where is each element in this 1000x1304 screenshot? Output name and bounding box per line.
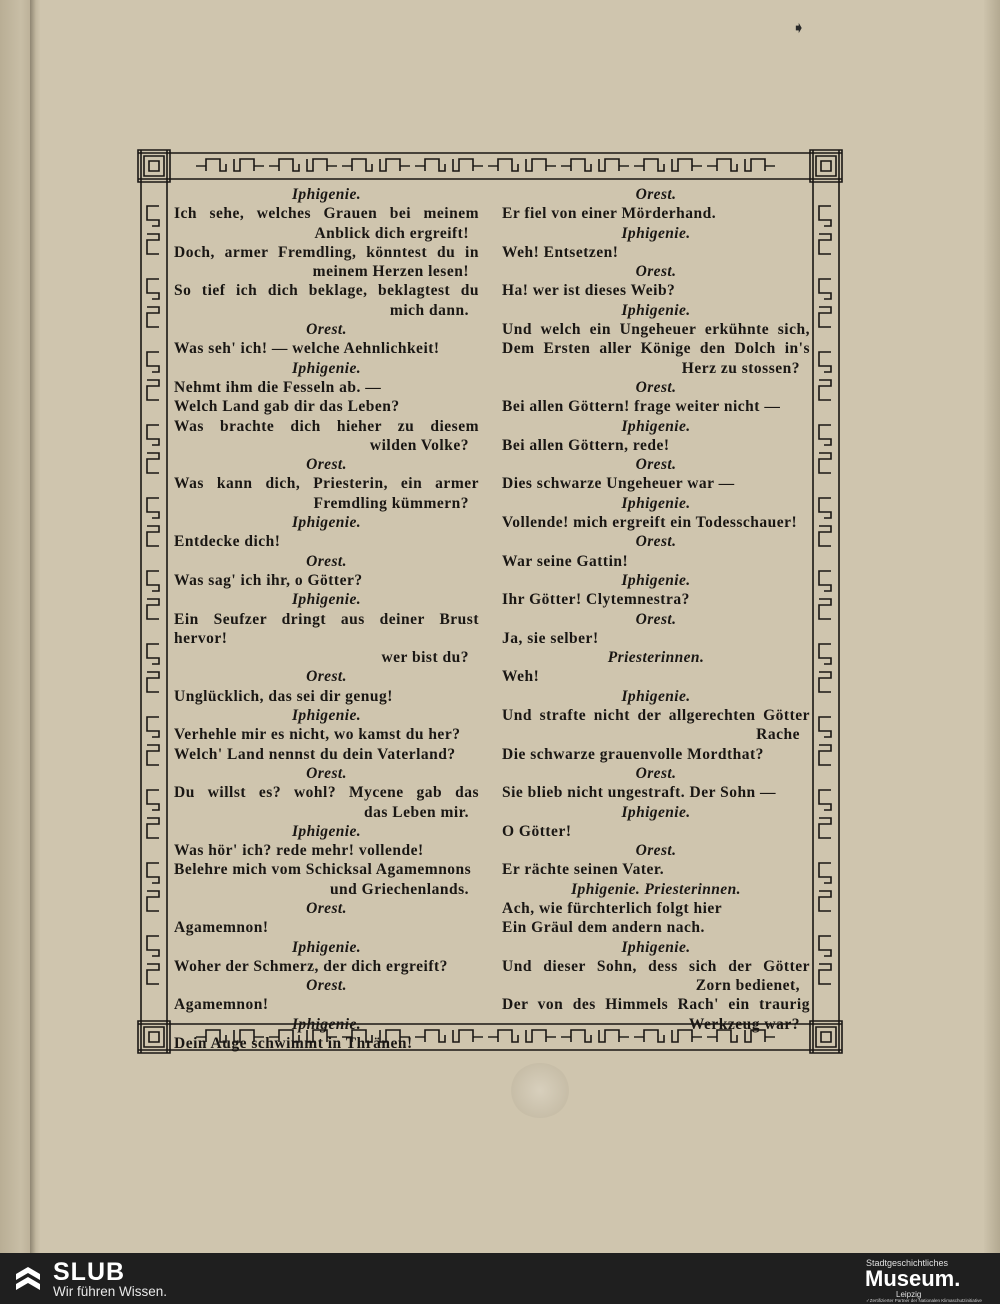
meander-motif: [717, 159, 765, 171]
verse-line: Und dieser Sohn, dess sich der Götter: [502, 957, 810, 975]
corner-ornament: [810, 1021, 842, 1053]
speaker-name: Orest.: [635, 378, 677, 396]
verse-line: Ein Gräul dem andern nach.: [502, 919, 705, 937]
verse-line: Zorn bedienet,: [695, 977, 800, 995]
verse-line: meinem Herzen lesen!: [312, 263, 469, 281]
meander-motif: [147, 717, 159, 765]
verse-line: mich dann.: [389, 301, 469, 319]
corner-ornament: [138, 1021, 170, 1053]
verse-line: Und strafte nicht der allgerechten Götter: [502, 707, 810, 725]
corner-ornament: [138, 150, 170, 182]
speaker-name: Iphigenie.: [621, 494, 691, 512]
speaker-name: Orest.: [635, 263, 677, 281]
speaker-name: Orest.: [306, 456, 347, 474]
verse-line: Woher der Schmerz, der dich ergreift?: [174, 957, 448, 975]
meander-motif: [147, 279, 159, 327]
meander-motif: [147, 936, 159, 984]
verse-line: Fremdling kümmern?: [313, 494, 469, 512]
verse-line: Du willst es? wohl? Mycene gab das: [174, 784, 479, 802]
corner-ornament: [810, 150, 842, 182]
verse-line: das Leben mir.: [363, 803, 469, 821]
speaker-name: Orest.: [635, 533, 677, 551]
meander-motif: [425, 159, 473, 171]
verse-line: Rache: [756, 726, 800, 744]
speaker-name: Iphigenie.: [291, 514, 362, 532]
speaker-name: Orest.: [306, 552, 347, 570]
meander-motif: [206, 159, 254, 171]
verse-line: Herz zu stossen?: [681, 359, 800, 377]
verse-line: Ha! wer ist dieses Weib?: [502, 282, 676, 300]
verse-line: Werkzeug war?: [688, 1015, 800, 1033]
verse-line: Dem Ersten aller Könige den Dolch in's: [502, 340, 810, 358]
verse-line: Ach, wie fürchterlich folgt hier: [502, 899, 723, 917]
speaker-name: Iphigenie.: [291, 707, 362, 725]
right-column: [502, 185, 810, 1034]
speaker-name: Iphigenie.: [621, 938, 691, 956]
dialogue-text-area: [162, 185, 838, 1053]
meander-motif: [571, 159, 619, 171]
speaker-name: Orest.: [635, 456, 677, 474]
speaker-name: Orest.: [635, 764, 677, 782]
speaker-name: Orest.: [635, 610, 677, 628]
speaker-name: Orest.: [635, 186, 677, 203]
verse-line: Dies schwarze Ungeheuer war —: [502, 475, 735, 493]
meander-motif: [147, 571, 159, 619]
verse-line: Ihr Götter! Clytemnestra?: [502, 591, 690, 609]
speaker-name: Iphigenie.: [291, 1015, 362, 1033]
verse-line: wer bist du?: [381, 649, 469, 667]
speaker-name: Iphigenie.: [291, 359, 362, 377]
speaker-name: Iphigenie.: [621, 224, 691, 242]
verse-line: Sie blieb nicht ungestraft. Der Sohn —: [502, 784, 777, 802]
verse-line: Belehre mich vom Schicksal Agamemnons: [174, 861, 472, 879]
verse-line: Was seh' ich! — welche Aehnlichkeit!: [174, 340, 440, 358]
verse-line: Dein Auge schwimmt in Thränen!: [174, 1035, 413, 1053]
speaker-name: Orest.: [306, 899, 347, 917]
verse-line: Vollende! mich ergreift ein Todesschauer!: [502, 514, 798, 532]
speaker-name: Orest.: [306, 668, 347, 686]
verse-line: Was hör' ich? rede mehr! vollende!: [174, 842, 424, 860]
verse-line: Doch, armer Fremdling, könntest du in: [174, 243, 479, 261]
verse-line: Weh! Entsetzen!: [502, 243, 619, 261]
verse-line: Was kann dich, Priesterin, ein armer: [174, 475, 479, 493]
verse-line: Anblick dich ergreift!: [314, 224, 469, 242]
verse-line: Weh!: [502, 668, 540, 686]
speaker-name: Iphigenie.: [621, 571, 691, 589]
verse-line: Er fiel von einer Mörderhand.: [502, 205, 717, 223]
verse-line: Welch' Land nennst du dein Vaterland?: [174, 745, 456, 763]
verse-line: Was brachte dich hieher zu diesem: [174, 417, 479, 435]
meander-motif: [147, 644, 159, 692]
verse-line: und Griechenlands.: [329, 880, 469, 898]
verse-line: Ja, sie selber!: [502, 629, 599, 647]
speaker-name: Iphigenie.: [291, 938, 362, 956]
verse-line: Ein Seufzer dringt aus deiner Brust hervor!: [174, 610, 479, 647]
meander-motif: [644, 159, 692, 171]
museum-logo-name[interactable]: Museum.: [865, 1266, 961, 1291]
speaker-name: Iphigenie.: [621, 687, 691, 705]
meander-motif: [147, 352, 159, 400]
speaker-name: Orest.: [306, 764, 347, 782]
museum-subtitle: Stadtgeschichtliches: [866, 1258, 949, 1268]
verse-line: Ich sehe, welches Grauen bei meinem: [174, 205, 479, 223]
meander-motif: [147, 863, 159, 911]
verse-line: Bei allen Göttern! frage weiter nicht —: [502, 398, 781, 416]
verse-line: Der von des Himmels Rach' ein traurig: [502, 996, 810, 1014]
verse-line: So tief ich dich beklage, beklagtest du: [174, 282, 479, 300]
slub-brand-name[interactable]: SLUB: [53, 1258, 126, 1286]
speaker-name: Orest.: [306, 321, 347, 339]
verse-line: Entdecke dich!: [174, 533, 281, 551]
slub-logo-icon[interactable]: [14, 1265, 42, 1295]
speaker-name: Iphigenie. Priesterinnen.: [571, 880, 741, 898]
verse-line: Nehmt ihm die Fesseln ab. —: [174, 378, 382, 396]
meander-motif: [279, 159, 327, 171]
verse-line: Und welch ein Ungeheuer erkühnte sich,: [502, 321, 810, 339]
verse-line: Welch Land gab dir das Leben?: [174, 398, 400, 416]
verse-line: Agamemnon!: [174, 919, 269, 937]
verse-line: Die schwarze grauenvolle Mordthat?: [502, 745, 764, 763]
meander-motif: [147, 425, 159, 473]
verse-line: wilden Volke?: [369, 436, 469, 454]
left-column: [174, 185, 479, 1053]
verse-line: Verhehle mir es nicht, wo kamst du her?: [174, 726, 461, 744]
verse-line: War seine Gattin!: [502, 552, 629, 570]
speaker-name: Iphigenie.: [291, 591, 362, 609]
slub-tagline: Wir führen Wissen.: [53, 1284, 168, 1299]
museum-city: Leipzig: [896, 1290, 922, 1299]
speaker-name: Iphigenie.: [621, 803, 691, 821]
verse-line: Agamemnon!: [174, 996, 269, 1014]
verse-line: Unglücklich, das sei dir genug!: [174, 687, 393, 705]
verse-line: Was sag' ich ihr, o Götter?: [174, 571, 363, 589]
meander-motif: [147, 206, 159, 254]
speaker-name: Iphigenie.: [621, 417, 691, 435]
corner-arrow-mark: ➧: [792, 18, 806, 37]
meander-motif: [498, 159, 546, 171]
speaker-name: Iphigenie.: [291, 186, 362, 203]
meander-motif: [352, 159, 400, 171]
viewer-footer-bar: [0, 1253, 1000, 1303]
speaker-name: Priesterinnen.: [607, 649, 705, 667]
meander-motif: [147, 790, 159, 838]
verse-line: O Götter!: [502, 822, 572, 840]
speaker-name: Orest.: [306, 977, 347, 995]
verse-line: Bei allen Göttern, rede!: [502, 436, 670, 454]
speaker-name: Orest.: [635, 842, 677, 860]
verse-line: Er rächte seinen Vater.: [502, 861, 665, 879]
museum-partner-note: ✓Zertifizierter Partner der Nationalen Klimaschutzinitiative: [866, 1298, 982, 1303]
speaker-name: Iphigenie.: [621, 301, 691, 319]
speaker-name: Iphigenie.: [291, 822, 362, 840]
meander-motif: [147, 498, 159, 546]
